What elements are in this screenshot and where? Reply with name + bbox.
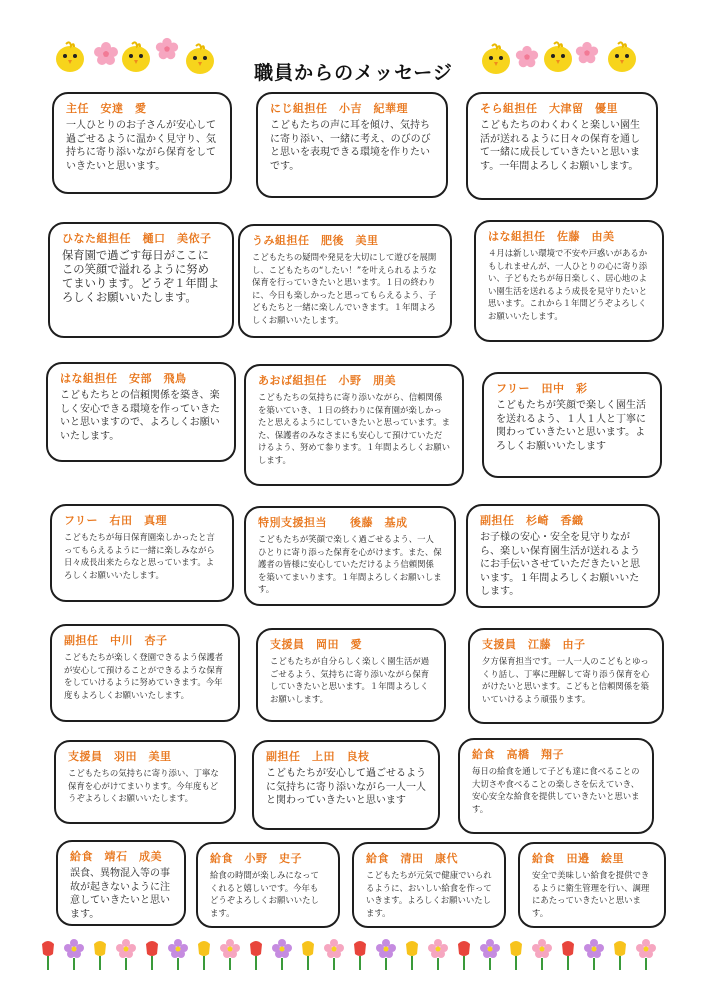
staff-card	[256, 628, 446, 722]
tulip-icon	[562, 941, 574, 970]
flower-icon	[532, 939, 552, 970]
tulip-icon	[510, 941, 522, 970]
flower-icon	[480, 939, 500, 970]
staff-card	[46, 362, 236, 462]
staff-message: こどもたちとの信頼関係を築き、楽しく安心できる環境を作っていきたいと思いますので、よろしくお願いいたします。	[60, 390, 220, 442]
staff-card	[56, 840, 186, 926]
flower-icon	[376, 939, 396, 970]
staff-card	[52, 92, 232, 194]
flower-icon	[116, 939, 136, 970]
flower-icon	[636, 939, 656, 970]
staff-name: 給食 高橋 翔子	[472, 748, 564, 761]
staff-name: 副担任 中川 杏子	[64, 634, 168, 647]
staff-message: 保育園で過ごす毎日がここにこの笑顔で溢れるように努めてまいります。どうぞ１年間よろしくお願いいたします。	[62, 249, 220, 304]
staff-message: こどもたちが毎日保育園楽しかったと言ってもらえるように一緒に楽しみながら日々成長出来たらなと思っています。よろしくお願いいたします。	[64, 532, 215, 580]
staff-card	[466, 504, 660, 608]
staff-name: 支援員 羽田 美里	[68, 750, 172, 763]
staff-card	[252, 740, 440, 830]
staff-message: こどもたちの声に耳を傾け、気持ちに寄り添い、一緒に考え、のびのびと思いを表現できる環境を作りたいです。	[270, 120, 431, 172]
staff-message: 給食の時間が楽しみになってくれると嬉しいです。今年もどうぞよろしくお願いいたします。	[210, 870, 319, 918]
flower-icon	[64, 939, 84, 970]
staff-message: こどもたちが安心して過ごせるように気持ちに寄り添いながら一人一人と関わっていきたいと思います	[266, 768, 426, 806]
tulip-icon	[250, 941, 262, 970]
staff-card	[458, 738, 654, 834]
staff-card	[466, 92, 658, 200]
tulip-icon	[146, 941, 158, 970]
staff-card	[256, 92, 448, 198]
tulip-icon	[198, 941, 210, 970]
staff-message: こどもたちが笑顔で楽しく過ごせるよう、一人ひとりに寄り添った保育を心がけます。また、保護者の皆様に安心していただけるよう信頼関係を築いてまいります。１年間よろしくお願いします。	[258, 534, 442, 594]
staff-message: 安全で美味しい給食を提供できるように衛生管理を行い、調理にあたっていきたいと思います。	[532, 870, 650, 918]
staff-message: お子様の安心・安全を見守りながら、楽しい保育園生活が送れるようにお手伝いさせていただきたいと思います。１年間よろしくお願いいたします。	[480, 532, 640, 597]
tulip-icon	[94, 941, 106, 970]
flower-border	[40, 930, 660, 970]
staff-name: 給食 靖石 成美	[70, 850, 162, 863]
staff-message: ４月は新しい環境で不安や戸惑いがあるかもしれませんが、一人ひとりの心に寄り添い、子どもたちが毎日楽しく、居心地のよい園生活を送れるよう成長を見守りたいと思います。これから１年間どうぞよろしくお願いいたします。	[488, 248, 648, 321]
staff-message: こどもたちが自分らしく楽しく園生活が過ごせるよう、気持ちに寄り添いながら保育していきたいと思います。１年間よろしくお願いします。	[270, 656, 430, 704]
flower-icon	[584, 939, 604, 970]
staff-name: フリー 右田 真理	[64, 514, 168, 527]
flower-icon	[220, 939, 240, 970]
staff-message: こどもたちの気持ちに寄り添い、丁寧な保育を心がけてまいります。今年度もどうぞよろしくお願いいたします。	[68, 768, 219, 803]
staff-name: にじ組担任 小吉 紀華理	[270, 102, 408, 115]
tulip-icon	[458, 941, 470, 970]
staff-name: ひなた組担任 樋口 美依子	[62, 232, 212, 245]
staff-card	[238, 224, 452, 338]
staff-card	[244, 364, 464, 486]
staff-card	[244, 506, 456, 606]
tulip-icon	[302, 941, 314, 970]
staff-name: うみ組担任 肥後 美里	[252, 234, 379, 247]
staff-card	[50, 504, 234, 602]
staff-name: 給食 小野 史子	[210, 852, 302, 865]
staff-message: こどもたちが元気で健康でいられるように、おいしい給食を作っていきます。よろしくお願いいたします。	[366, 870, 492, 918]
staff-name: そら組担任 大津留 優里	[480, 102, 618, 115]
staff-name: 給食 田邉 絵里	[532, 852, 624, 865]
tulip-icon	[354, 941, 366, 970]
staff-card	[468, 628, 664, 724]
staff-message: こどもたちの気持ちに寄り添いながら、信頼関係を築いていき、１日の終わりに保育園が楽しかったと思えるようにしていきたいと思っています。また、保護者のみなさまにも安心して預けていただけるよう、努めて参ります。１年間よろしくお願いします。	[258, 392, 450, 465]
staff-card	[54, 740, 236, 824]
staff-name: フリー 田中 彩	[496, 382, 588, 395]
staff-card	[50, 624, 240, 722]
staff-message: 毎日の給食を通して子ども達に食べることの大切さや食べることの楽しさを伝えていき、安心安全な給食を提供していきたいと思います。	[472, 766, 640, 814]
tulip-icon	[42, 941, 54, 970]
staff-card	[518, 842, 666, 928]
staff-name: 特別支援担当 後藤 基成	[258, 516, 408, 529]
staff-message: こどもたちが笑顔で楽しく園生活を送れるよう、１人１人と丁寧に関わっていきたいと思います。よろしくお願いいたします	[496, 400, 646, 452]
staff-message: こどもたちの疑問や発見を大切にして遊びを展開し、こどもたちの“したい！”を叶えられるような保育を行っていきたいと思います。１日の終わりに、今日も楽しかったと思ってもらえるよう、子どもたちと一緒に楽しんでいきます。１年間よろしくお願いいたします。	[252, 252, 437, 325]
staff-name: はな組担任 安部 飛鳥	[60, 372, 187, 385]
staff-card	[474, 220, 664, 342]
staff-message: 誤食、異物混入等の事故が起きないように注意していきたいと思います。	[70, 868, 170, 920]
flower-icon	[168, 939, 188, 970]
tulip-icon	[406, 941, 418, 970]
staff-message: こどもたちのわくわくと楽しい園生活が送れるように日々の保育を通して一緒に成長していきたいと思います。一年間よろしくお願いします。	[480, 120, 640, 172]
flower-icon	[428, 939, 448, 970]
staff-name: 給食 清田 康代	[366, 852, 458, 865]
staff-card	[48, 222, 234, 338]
staff-name: 主任 安達 愛	[66, 102, 147, 115]
staff-name: はな組担任 佐藤 由美	[488, 230, 615, 243]
flower-icon	[324, 939, 344, 970]
staff-message: 夕方保育担当です。一人一人のこどもとゆっくり話し、丁寧に理解して寄り添う保育を心がけたいと思います。こどもと信頼関係を築いていけるよう頑張ります。	[482, 656, 650, 704]
staff-name: 副担任 上田 良枝	[266, 750, 370, 763]
staff-message: こどもたちが楽しく登園できるよう保護者が安心して預けることができるような保育をしていけるように努めていきます。今年度もよろしくお願いいたします。	[64, 652, 224, 700]
staff-name: 副担任 杉崎 香織	[480, 514, 584, 527]
staff-card	[482, 372, 662, 478]
page-title: 職員からのメッセージ	[254, 62, 453, 84]
flower-icon	[272, 939, 292, 970]
staff-name: あおば組担任 小野 朋美	[258, 374, 396, 387]
staff-card	[352, 842, 506, 928]
tulip-icon	[614, 941, 626, 970]
staff-message: 一人ひとりのお子さんが安心して過ごせるように温かく見守り、気持ちに寄り添いながら保育をしていきたいと思います。	[66, 120, 216, 172]
staff-card	[196, 842, 340, 928]
staff-name: 支援員 岡田 愛	[270, 638, 362, 651]
staff-name: 支援員 江藤 由子	[482, 638, 586, 651]
